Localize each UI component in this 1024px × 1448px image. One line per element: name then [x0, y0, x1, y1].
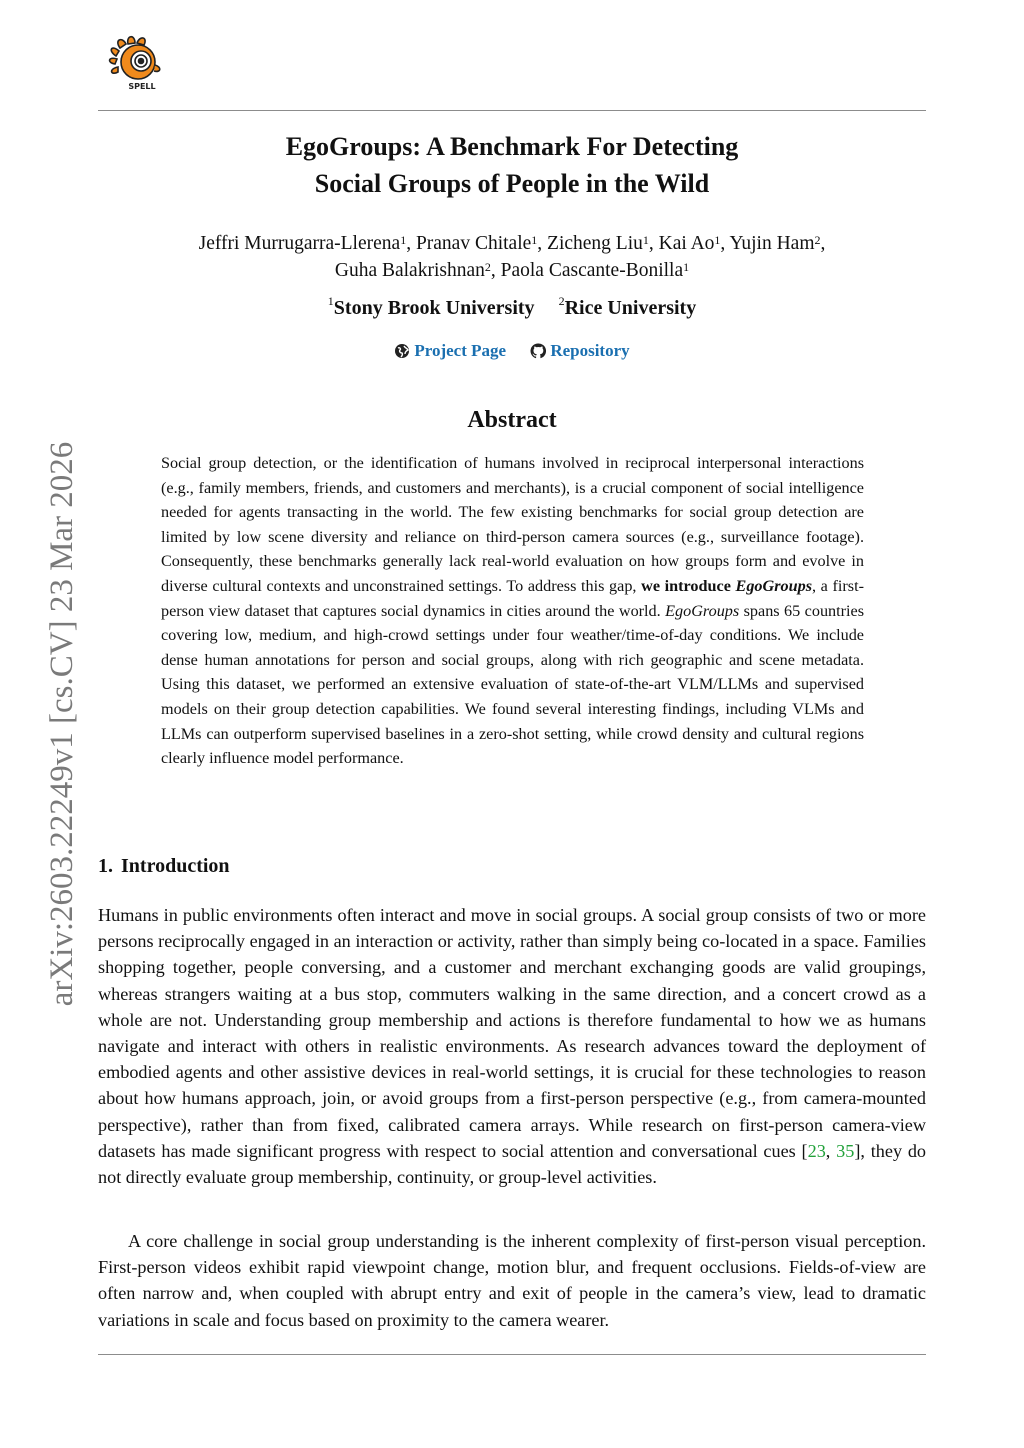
- citation-link[interactable]: 23: [807, 1140, 826, 1161]
- author-affiliation-mark: 1: [400, 233, 407, 247]
- section-number: 1.: [98, 855, 113, 877]
- author: Guha Balakrishnan: [334, 260, 485, 281]
- project-page-link[interactable]: [394, 341, 506, 361]
- affiliation-mark: 2: [558, 294, 565, 308]
- author: Jeffri Murrugarra-Llerena: [198, 233, 401, 254]
- author-separator: ,: [820, 233, 826, 254]
- intro-paragraph-1: Humans in public environments often interact and move in social groups. A social group consists of two or more persons reciprocally engaged in an interaction or activity, rather than simply being co-located in a space. Families shopping together, people conversing, and a customer and merchant exchanging goods are valid groupings, whereas strangers waiting at a bus stop, commuters walking in the same direction, and a concert crowd as a whole are not. Understanding group membership and actions is therefore fundamental to how we as humans navigate and interact with others in realistic environments. As research advances toward the deployment of embodied agents and other assistive devices in real-world settings, it is crucial for these technologies to reason about how humans approach, join, or avoid groups from a first-person perspective (e.g., from camera-mounted perspective), rather than from fixed, calibrated camera arrays. While research on first-person camera-view datasets has made significant progress with respect to social attention and conversational cues [23, 35], they do not directly evaluate group membership, continuity, or group-level activities.: [98, 905, 927, 1188]
- repository-label: Repository: [550, 341, 630, 360]
- abstract-bold-dataset-name: EgoGroups: [735, 576, 812, 595]
- abstract-text: Social group detection, or the identification of humans involved in reciprocal interpersonal interactions (e.g., family members, friends, and customers and merchants), is a crucial component of social intelligence needed for agents transacting in the world. The few existing benchmarks for social group detection are limited by low scene diversity and reliance on third-person camera sources (e.g., surveillance footage). Consequently, these benchmarks generally lack real-world evaluation on how groups form and evolve in diverse cultural contexts and unconstrained settings. To address this gap, we introduce EgoGroups, a first-person view dataset that captures social dynamics in cities around the world. EgoGroups spans 65 countries covering low, medium, and high-crowd settings under four weather/time-of-day conditions. We include dense human annotations for person and social groups, along with rich geographic and scene metadata. Using this dataset, we performed an extensive evaluation of state-of-the-art VLM/LLMs and supervised models on their group detection capabilities. We found several interesting findings, including VLMs and LLMs can outperform supervised baselines in a zero-shot setting, while crowd density and cultural regions clearly influence model performance.: [161, 454, 865, 768]
- affiliations: [98, 294, 926, 320]
- affiliation-stony-brook: Stony Brook University: [333, 297, 535, 319]
- citation-link[interactable]: 35: [836, 1140, 855, 1161]
- author-separator: ,: [648, 233, 659, 254]
- author: Yujin Ham: [729, 233, 815, 254]
- svg-text:SPELL: SPELL: [128, 82, 156, 91]
- author-list: [98, 230, 926, 284]
- author: Kai Ao: [658, 233, 715, 254]
- affiliation-mark: 1: [327, 294, 334, 308]
- author-affiliation-mark: 1: [531, 233, 538, 247]
- author-separator: ,: [406, 233, 416, 254]
- author-affiliation-mark: 2: [484, 260, 491, 274]
- title-line-1: EgoGroups: A Benchmark For Detecting: [285, 132, 739, 161]
- affiliation-rice: Rice University: [564, 297, 697, 319]
- top-rule: [98, 110, 926, 111]
- bottom-rule: [98, 1354, 926, 1355]
- section-heading: [98, 855, 230, 878]
- title-line-2: Social Groups of People in the Wild: [314, 169, 710, 198]
- globe-icon: [394, 343, 410, 359]
- author-affiliation-mark: 1: [642, 233, 649, 247]
- section-title: Introduction: [121, 855, 230, 877]
- author-line-1: [98, 230, 926, 257]
- author-separator: ,: [490, 260, 501, 281]
- repository-link[interactable]: [530, 341, 629, 361]
- arxiv-stamp: arXiv:2603.22249v1 [cs.CV] 23 Mar 2026: [44, 441, 80, 1007]
- spell-logo-icon: [104, 34, 174, 92]
- intro-paragraph-2: A core challenge in social group understanding is the inherent complexity of first-person visual perception. First-person videos exhibit rapid viewpoint change, motion blur, and frequent occlusions. Fields-of-view are often narrow and, when coupled with abrupt entry and exit of people in the camera’s view, lead to dramatic variations in scale and focus based on proximity to the camera wearer.: [98, 1231, 926, 1330]
- abstract-italic-dataset-name: EgoGroups: [665, 601, 740, 620]
- author: Zicheng Liu: [547, 233, 643, 254]
- paper-links: [98, 341, 926, 364]
- author-separator: ,: [537, 233, 548, 254]
- project-page-label: Project Page: [414, 341, 507, 360]
- spell-logo: [104, 34, 174, 92]
- author-affiliation-mark: 1: [714, 233, 721, 247]
- author: Pranav Chitale: [415, 233, 532, 254]
- abstract-bold-intro: we introduce: [641, 576, 736, 595]
- author: Paola Cascante-Bonilla: [500, 260, 684, 281]
- paper-title: [98, 128, 926, 202]
- github-icon: [530, 343, 546, 359]
- abstract-heading: Abstract: [467, 407, 557, 433]
- author-separator: ,: [720, 233, 730, 254]
- author-line-2: [98, 257, 926, 284]
- author-affiliation-mark: 1: [683, 260, 690, 274]
- author-affiliation-mark: 2: [814, 233, 821, 247]
